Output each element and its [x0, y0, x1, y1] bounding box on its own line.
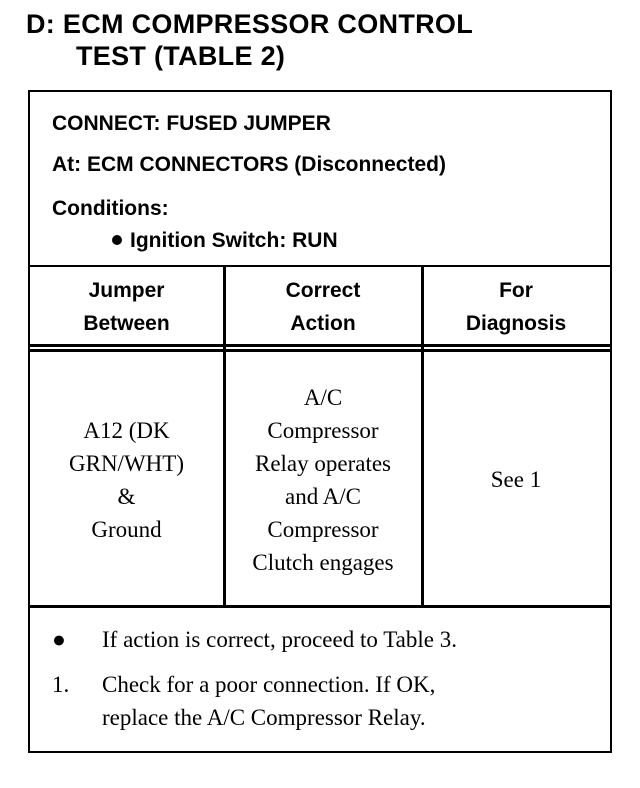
- cell-line: GRN/WHT): [69, 450, 184, 476]
- title-line-1: D: ECM COMPRESSOR CONTROL: [26, 9, 474, 39]
- page-title: [26, 8, 473, 72]
- condition-item-text: Ignition Switch: RUN: [130, 229, 338, 252]
- cell-line: A/C: [303, 384, 343, 410]
- cell-line: See 1: [490, 467, 542, 492]
- notes-rule: [30, 605, 610, 608]
- cell-line: &: [117, 483, 136, 509]
- column-header-for-diagnosis: [423, 274, 609, 340]
- cell-line: Clutch engages: [252, 549, 394, 575]
- cell-line: A12 (DK: [83, 417, 170, 443]
- connect-line: CONNECT: FUSED JUMPER: [52, 112, 331, 135]
- cell-jumper-between: [30, 352, 223, 607]
- cell-line: Ground: [91, 516, 162, 542]
- test-table: [28, 90, 612, 753]
- column-header-line: Action: [290, 312, 356, 335]
- condition-item: [112, 229, 338, 253]
- bullet-icon: [112, 235, 122, 245]
- table-header-conditions: [30, 92, 610, 267]
- cell-line: and A/C: [284, 483, 362, 509]
- cell-line: Relay operates: [254, 450, 392, 476]
- column-header-line: Between: [83, 312, 170, 335]
- cell-for-diagnosis: [423, 352, 609, 607]
- at-line: At: ECM CONNECTORS (Disconnected): [52, 153, 446, 176]
- column-header-line: Jumper: [88, 279, 165, 302]
- cell-line: Compressor: [267, 417, 379, 443]
- note-marker: ●: [52, 627, 66, 652]
- cell-correct-action: [225, 352, 421, 607]
- column-header-jumper-between: [30, 274, 223, 340]
- note-text: If action is correct, proceed to Table 3.: [102, 627, 457, 652]
- note-text: replace the A/C Compressor Relay.: [102, 705, 426, 730]
- column-header-correct-action: [225, 274, 421, 340]
- header-double-rule-top: [30, 344, 610, 347]
- column-header-line: Diagnosis: [465, 312, 567, 335]
- title-line-2: TEST (TABLE 2): [76, 41, 286, 71]
- note-text: Check for a poor connection. If OK,: [102, 672, 436, 697]
- conditions-label: Conditions:: [52, 197, 169, 220]
- column-header-line: For: [499, 279, 533, 302]
- column-header-line: Correct: [285, 279, 361, 302]
- cell-line: Compressor: [267, 516, 379, 542]
- note-marker: 1.: [52, 672, 70, 697]
